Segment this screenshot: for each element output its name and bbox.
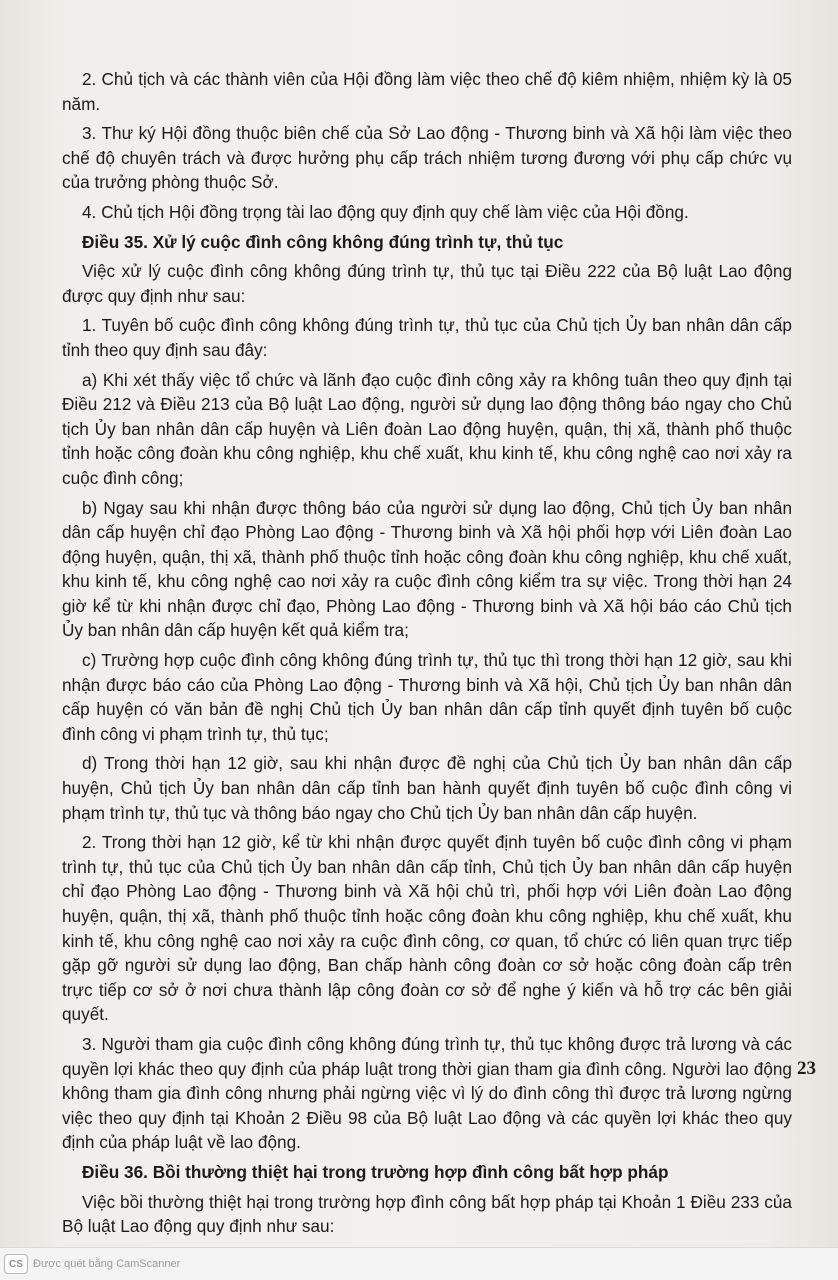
scanner-label: Được quét bằng CamScanner bbox=[33, 1258, 181, 1270]
camscanner-icon: CS bbox=[4, 1254, 28, 1274]
paragraph: 4. Chủ tịch Hội đồng trọng tài lao động quy định quy chế làm việc của Hội đồng. bbox=[82, 201, 689, 222]
paragraph: 2. Trong thời hạn 12 giờ, kể từ khi nhận được quyết định tuyên bố cuộc đình công vi phạm trình tự, thủ tục của Chủ tịch Ủy ban nhân dân cấp tỉnh, Chủ tịch Ủy ban nhân dân cấp huyện chỉ đạo Phòng Lao động - Thương binh và Xã hội chủ trì, phối hợp với Liên đoàn Lao động huyện, quận, thị xã, thành phố thuộc tỉnh hoặc công đoàn khu công nghiệp, khu chế xuất, khu kinh tế, khu công nghệ cao nơi xảy ra cuộc đình công, cơ quan, tổ chức có liên quan trực tiếp gặp gỡ người sử dụng lao động, Ban chấp hành công đoàn cơ sở hoặc công đoàn cấp trên trực tiếp cơ sở ở nơi chưa thành lập công đoàn cơ sở để nghe ý kiến và hỗ trợ các bên giải quyết. bbox=[62, 832, 792, 1025]
page-number: 23 bbox=[797, 1058, 816, 1079]
paragraph: 3. Người tham gia cuộc đình công không đúng trình tự, thủ tục không được trả lương và các quyền lợi khác theo quy định của pháp luật trong thời gian tham gia đình công. Người lao động không tham gia đình công nhưng phải ngừng việc vì lý do đình công thì được trả lương ngừng việc theo quy định tại Khoản 2 Điều 98 của Bộ luật Lao động và các quyền lợi khác theo quy định của pháp luật về lao động. bbox=[62, 1033, 792, 1153]
paragraph: c) Trường hợp cuộc đình công không đúng trình tự, thủ tục thì trong thời hạn 12 giờ, sau khi nhận được báo cáo của Phòng Lao động - Thương binh và Xã hội, Chủ tịch Ủy ban nhân dân cấp huyện có văn bản đề nghị Chủ tịch Ủy ban nhân dân cấp tỉnh quyết định tuyên bố cuộc đình công vi phạm trình tự, thủ tục; bbox=[62, 650, 792, 744]
paragraph: Việc xử lý cuộc đình công không đúng trình tự, thủ tục tại Điều 222 của Bộ luật Lao động được quy định như sau: bbox=[62, 261, 792, 306]
paragraph: a) Khi xét thấy việc tổ chức và lãnh đạo cuộc đình công xảy ra không tuân theo quy định tại Điều 212 và Điều 213 của Bộ luật Lao động, người sử dụng lao động thông báo ngay cho Chủ tịch Ủy ban nhân dân cấp huyện và Liên đoàn Lao động huyện, quận, thị xã, thành phố thuộc tỉnh hoặc công đoàn khu công nghiệp, khu chế xuất, khu kinh tế, khu công nghệ cao nơi xảy ra cuộc đình công; bbox=[62, 369, 792, 488]
paragraph: Việc bồi thường thiệt hại trong trường hợp đình công bất hợp pháp tại Khoản 1 Điều 233 của Bộ luật Lao động quy định như sau: bbox=[62, 1191, 792, 1237]
page-content bbox=[62, 67, 792, 1244]
paragraph: 3. Thư ký Hội đồng thuộc biên chế của Sở Lao động - Thương binh và Xã hội làm việc theo chế độ chuyên trách và được hưởng phụ cấp trách nhiệm tương đương với phụ cấp chức vụ của trưởng phòng thuộc Sở. bbox=[62, 123, 792, 193]
article-heading: Điều 35. Xử lý cuộc đình công không đúng trình tự, thủ tục bbox=[82, 231, 564, 252]
article-heading: Điều 36. Bồi thường thiệt hại trong trường hợp đình công bất hợp pháp bbox=[82, 1161, 669, 1182]
paragraph: d) Trong thời hạn 12 giờ, sau khi nhận được đề nghị của Chủ tịch Ủy ban nhân dân cấp huyện, Chủ tịch Ủy ban nhân dân cấp tỉnh ban hành quyết định tuyên bố cuộc đình công vi phạm trình tự, thủ tục và thông báo ngay cho Chủ tịch Ủy ban nhân dân cấp huyện. bbox=[62, 753, 792, 823]
scanner-watermark bbox=[0, 1247, 838, 1280]
paragraph: 1. Tuyên bố cuộc đình công không đúng trình tự, thủ tục của Chủ tịch Ủy ban nhân dân cấp tỉnh theo quy định sau đây: bbox=[62, 315, 792, 360]
paragraph: 2. Chủ tịch và các thành viên của Hội đồng làm việc theo chế độ kiêm nhiệm, nhiệm kỳ là 05 năm. bbox=[62, 69, 792, 114]
paragraph: b) Ngay sau khi nhận được thông báo của người sử dụng lao động, Chủ tịch Ủy ban nhân dân cấp huyện chỉ đạo Phòng Lao động - Thương binh và Xã hội phối hợp với Liên đoàn Lao động huyện, quận, thị xã, thành phố thuộc tỉnh hoặc công đoàn khu công nghiệp, khu chế xuất, khu kinh tế, khu công nghệ cao nơi xảy ra cuộc đình công kiểm tra sự việc. Trong thời hạn 24 giờ kể từ khi nhận được chỉ đạo, Phòng Lao động - Thương binh và Xã hội báo cáo Chủ tịch Ủy ban nhân dân cấp huyện kết quả kiểm tra; bbox=[62, 497, 792, 641]
